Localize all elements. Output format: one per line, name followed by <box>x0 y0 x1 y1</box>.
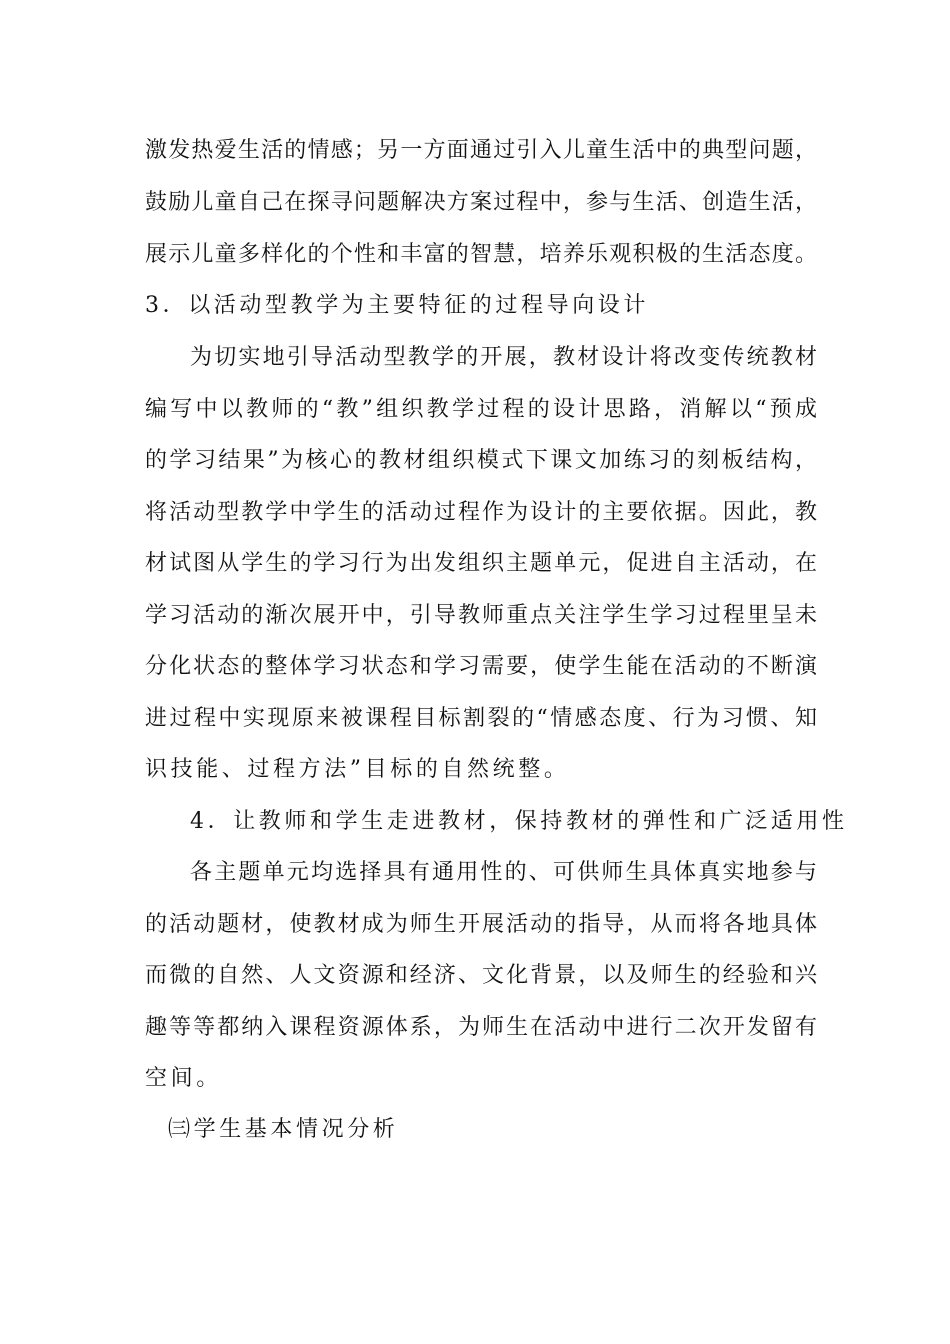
paragraph-line: 激发热爱生活的情感；另一方面通过引入儿童生活中的典型问题， <box>145 138 817 163</box>
section-heading-3: 3．以活动型教学为主要特征的过程导向设计 <box>145 293 649 318</box>
paragraph-line: 将活动型教学中学生的活动过程作为设计的主要依据。因此，教 <box>145 500 817 525</box>
paragraph-line: 为切实地引导活动型教学的开展，教材设计将改变传统教材 <box>190 345 817 370</box>
paragraph-line: 趣等等都纳入课程资源体系，为师生在活动中进行二次开发留有 <box>145 1015 817 1040</box>
paragraph-line: 进过程中实现原来被课程目标割裂的“情感态度、行为习惯、知 <box>145 706 817 731</box>
paragraph-line: 展示儿童多样化的个性和丰富的智慧，培养乐观积极的生活态度。 <box>145 242 817 267</box>
paragraph-line: 识技能、过程方法”目标的自然统整。 <box>145 757 570 782</box>
paragraph-line: 空间。 <box>145 1066 222 1091</box>
section-heading-4: 4．让教师和学生走进教材，保持教材的弹性和广泛适用性 <box>190 809 848 834</box>
subsection-heading: ㈢学生基本情况分析 <box>168 1117 399 1142</box>
paragraph-line: 各主题单元均选择具有通用性的、可供师生具体真实地参与 <box>190 860 817 885</box>
paragraph-line: 学习活动的渐次展开中，引导教师重点关注学生学习过程里呈未 <box>145 603 817 628</box>
paragraph-line: 鼓励儿童自己在探寻问题解决方案过程中，参与生活、创造生活， <box>145 190 817 215</box>
paragraph-line: 的学习结果”为核心的教材组织模式下课文加练习的刻板结构， <box>145 448 817 473</box>
paragraph-line: 的活动题材，使教材成为师生开展活动的指导，从而将各地具体 <box>145 912 817 937</box>
paragraph-line: 分化状态的整体学习状态和学习需要，使学生能在活动的不断演 <box>145 654 817 679</box>
paragraph-line: 材试图从学生的学习行为出发组织主题单元，促进自主活动，在 <box>145 551 817 576</box>
paragraph-line: 而微的自然、人文资源和经济、文化背景，以及师生的经验和兴 <box>145 963 817 988</box>
paragraph-line: 编写中以教师的“教”组织教学过程的设计思路，消解以“预成 <box>145 397 817 422</box>
